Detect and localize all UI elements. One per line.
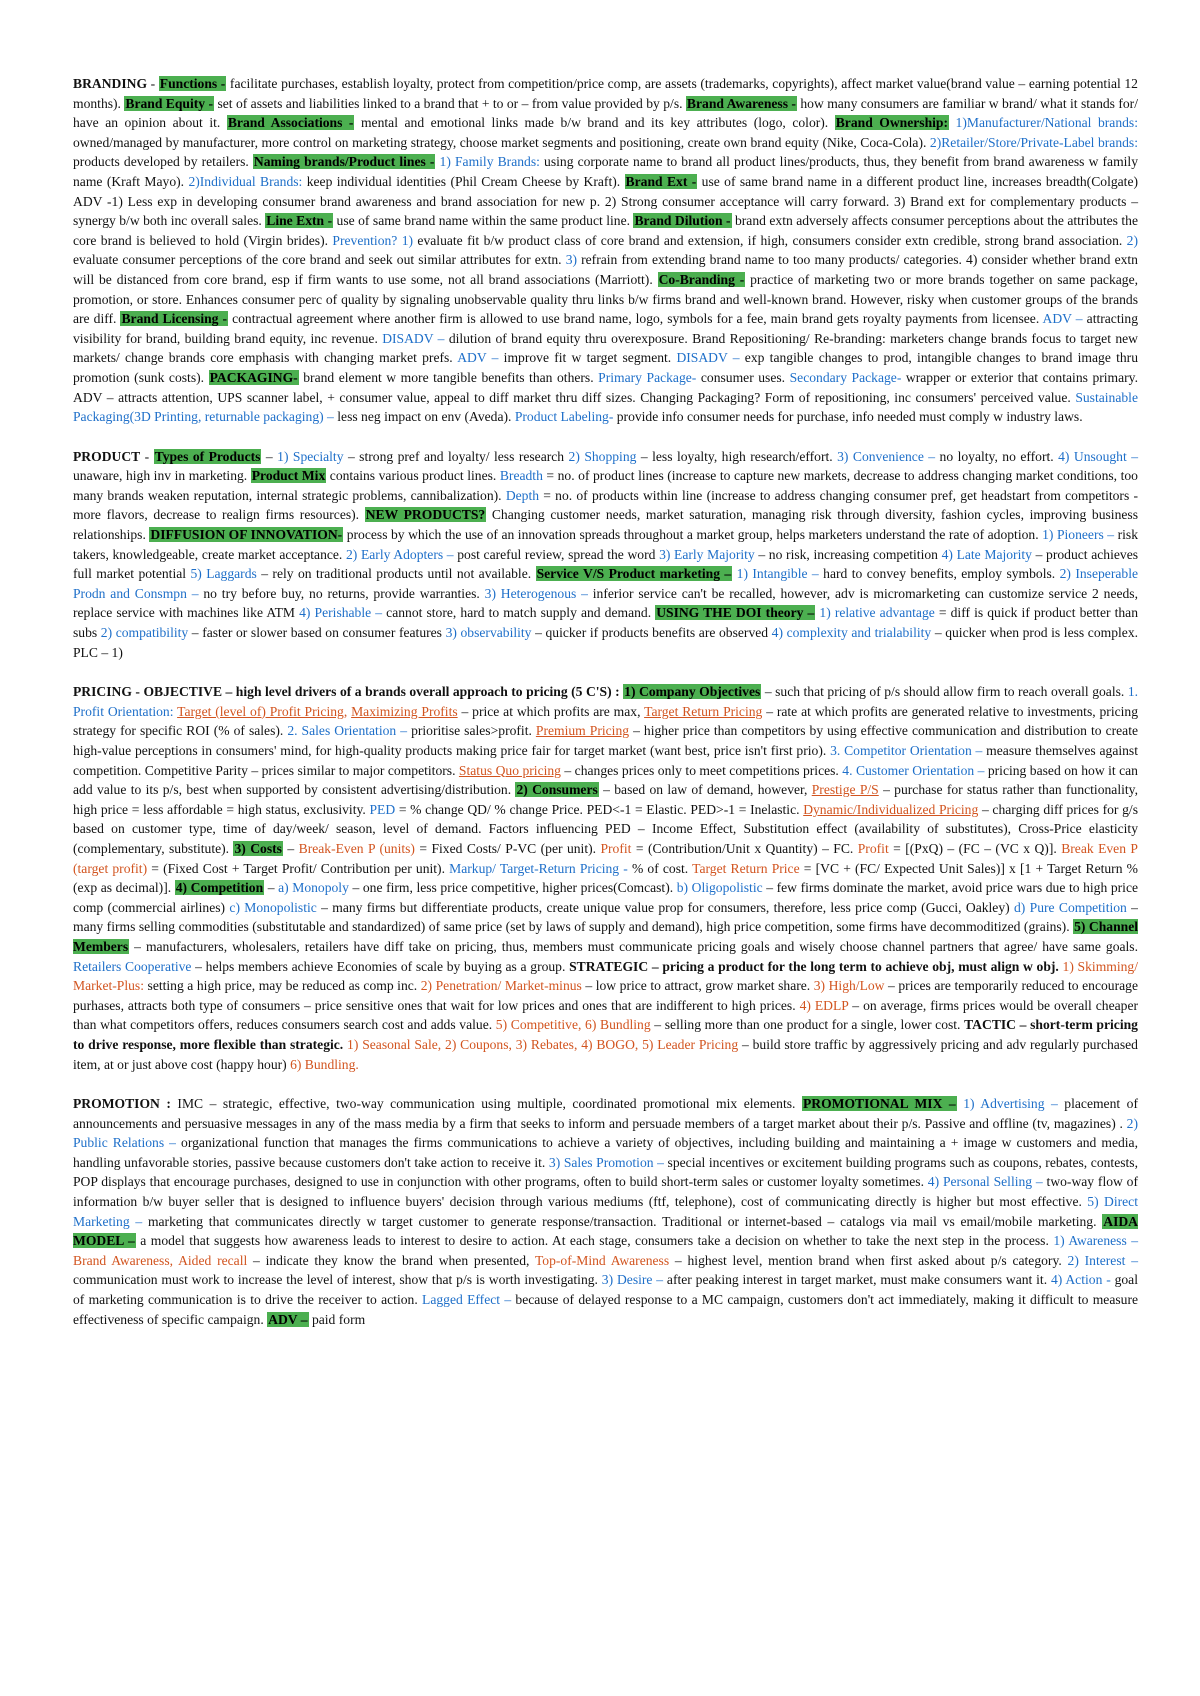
underlined-term: Maximizing Profits (351, 703, 458, 719)
text-run: attracting visibility for brand, building brand equity, inc revenue. (73, 311, 1138, 346)
text-run: – higher price than competitors by using effective communication and distribution to create high-value perceptions in consumers' mind, for high-quality products making price fair for target market (want best, price isn't first prio). (73, 723, 1139, 758)
text-run: improve fit w target segment. (498, 350, 677, 366)
blue-term: 2) compatibility (100, 625, 189, 641)
orange-term: Profit (857, 840, 889, 856)
blue-term: 2) Public Relations – (73, 1115, 1138, 1151)
text-run: measure themselves against competition. Competitive Parity – prices similar to major competitors. (73, 743, 1139, 778)
text-run: placement of announcements and persuasive messages in any of the mass media by a firm that seeks to inform and persuade members of a target market about their p/s. Passive and offline (tv, magazines) . (73, 1096, 1138, 1131)
highlighted-term: Naming brands/Product lines - (253, 154, 435, 170)
text-run: – no risk, increasing competition (754, 546, 942, 562)
orange-term: 1) Seasonal Sale, 2) Coupons, 3) Rebates, 4) BOGO, 5) Leader Pricing (347, 1036, 739, 1052)
blue-term: 3) Early Majority (659, 546, 755, 562)
blue-term: c) Monopolistic (229, 899, 317, 915)
text-run: keep individual identities (Phil Cream Cheese by Kraft). (302, 173, 625, 189)
blue-term: 2) Early Adopters – (345, 546, 454, 562)
blue-term: 5) Direct Marketing – (73, 1194, 1138, 1229)
text-run: less neg impact on env (Aveda). (333, 409, 515, 425)
blue-term: DISADV – (676, 350, 740, 366)
text-run: – (282, 840, 299, 856)
text-run: = no. of product lines (increase to capture new markets, decrease to address changing market conditions, too many brands weaken reputation, internal strategic problems, cannibalization). (73, 468, 1138, 503)
text-run: – many firms but differentiate products, create unique value prop for consumers, therefore, less price comp (Gucci, Oakley) (316, 899, 1014, 915)
text-run: – selling more than one product for a single, lower cost. (650, 1017, 965, 1033)
text-run: cannot store, hard to match supply and demand. (382, 605, 656, 621)
highlighted-term: DIFFUSION OF INNOVATION- (150, 527, 343, 543)
orange-term: 6) Bundling. (290, 1056, 359, 1072)
paragraph-body (73, 1096, 1138, 1327)
underlined-term: Dynamic/Individualized Pricing (803, 801, 979, 817)
text-run: – one firm, less price competitive, higher prices(Comcast). (348, 880, 677, 896)
text-run: contains various product lines. (326, 468, 500, 484)
orange-term: 2) Penetration/ Market-minus (420, 978, 582, 994)
text-run: facilitate purchases, establish loyalty, protect from competition/price comp, are assets (trademarks, copyrights), affect market value(brand value – earning potential 12 months). (73, 76, 1138, 111)
text-run: – faster or slower based on consumer features (188, 625, 446, 641)
blue-term: 4) Late Majority (941, 546, 1032, 562)
text-run: = (Contribution/Unit x Quantity) – FC. (631, 840, 858, 856)
highlighted-term: Product Mix (251, 468, 326, 484)
orange-term: Brand Awareness, Aided recall (73, 1252, 248, 1268)
highlighted-term: Brand Awareness - (686, 95, 796, 111)
section-heading: BRANDING (73, 76, 148, 91)
text-run: – helps members achieve Economies of scale by buying as a group. (191, 958, 570, 974)
text-run: two-way flow of information b/w buyer seller that is designed to influence buyers' decision through various mediums (ftf, telephone), cost of communicating directly is higher but most effective. (73, 1174, 1138, 1210)
paragraph-body (73, 76, 1138, 424)
text-run: prioritise sales>profit. (407, 723, 536, 739)
blue-term: Breadth (499, 468, 543, 484)
text-run: – build store traffic by aggressively pricing and adv regularly purchased item, at or just above cost (happy hour) (73, 1036, 1138, 1072)
orange-term: Break Even P (target profit) (73, 840, 1138, 876)
text-run: brand element w more tangible benefits than others. (298, 369, 599, 385)
paragraph-branding (73, 74, 1138, 427)
text-run: exp tangible changes to prod, intangible changes to brand image thru promotion (sunk costs). (73, 350, 1139, 385)
bold-text: TACTIC – short-term pricing to drive response, more flexible than strategic. (73, 1017, 1138, 1052)
bold-text: STRATEGIC – pricing a product for the long term to achieve obj, must align w obj. (569, 958, 1059, 974)
text-run: – less loyalty, high research/effort. (636, 448, 838, 464)
blue-term: 2) Inseperable Prodn and Consmpn – (73, 566, 1139, 601)
text-run: practice of marketing two or more brands together on same package, promotion, or store. Enhances consumer perc of quality by signaling unobservable quality thru links b/w firms brand and well-known brand. However, risky when customer groups of the brands are diff. (73, 271, 1139, 327)
section-heading: PROMOTION (73, 1096, 160, 1112)
text-run: – rely on traditional products until not available. (256, 566, 536, 582)
text-run: inferior service can't be recalled, however, adv is micromarketing can customize service 2 needs, replace service with machines like ATM (73, 585, 1138, 621)
text-run: – indicate they know the brand when presented, (247, 1252, 535, 1268)
text-run: a model that suggests how awareness leads to interest to desire to action. At each stage, consumers take a decision on whether to take the next step in the process. (135, 1233, 1054, 1249)
blue-term: Retailers Cooperative (73, 958, 192, 974)
text-run: use of same brand name in a different product line, increases breadth(Colgate) ADV -1) Less exp in developing consumer brand awareness and brand association for new p. 2) Strong consumer acceptance will carry forward. 3) Brand ext for complementary products – synergy b/w both inc overall sales. (73, 173, 1139, 229)
blue-term: 4) Personal Selling – (927, 1174, 1043, 1190)
text-run: marketing that communicates directly w target customer to generate response/transaction. Traditional or internet-based – catalogs via mail vs email/mobile marketing. (142, 1213, 1103, 1229)
text-run: – many firms selling commodities (substitutable and standardized) of same price (set by laws of supply and demand), high price competition, some firms have decommoditized (grains). (73, 899, 1138, 935)
blue-term: 3) observability (445, 625, 532, 641)
text-run: – highest level, mention brand when first asked about p/s category. (669, 1252, 1068, 1268)
orange-term: Profit (600, 840, 632, 856)
blue-term: a) Monopoly (278, 880, 349, 896)
blue-term: 4. Customer Orientation – (842, 762, 985, 778)
section-heading: PRICING (73, 684, 132, 700)
highlighted-term: Brand Ownership: (835, 115, 949, 131)
blue-term: 2)Individual Brands: (188, 173, 303, 189)
text-run: – rate at which profits are generated relative to investments, pricing strategy for specific ROI (% of sales). (73, 703, 1138, 739)
highlighted-term: Functions - (159, 76, 226, 91)
blue-term: Product Labeling- (514, 409, 614, 425)
text-run: setting a high price, may be reduced as comp inc. (143, 978, 421, 994)
blue-term: 2) (1126, 232, 1138, 248)
blue-term: Prevention? 1) (332, 232, 414, 248)
text-run: wrapper or exterior that contains primary. ADV – attracts attention, UPS scanner label, + consumer value, appeal to diff market thru diff sizes. Changing Packaging? Form of repositioning, inc consumers' perceived value. (73, 369, 1138, 405)
text-run: how many consumers are familiar w brand/ what it stands for/ have an opinion about it. (73, 95, 1138, 131)
text-run: – changes prices only to meet competitions prices. (560, 762, 843, 778)
blue-term: 1. Profit Orientation: (73, 684, 1139, 719)
blue-term: Markup/ Target-Return Pricing - (449, 860, 628, 876)
text-run: – charging diff prices for g/s based on customer type, time of day/week/ season, level of demand. Factors influencing PED – Income Effect, Substitution effect (availability of substitutes), Cross-Price elasticity (complementary, substitute). (73, 801, 1138, 856)
highlighted-term: 4) Competition (175, 880, 264, 896)
highlighted-term: 5) Channel Members (73, 919, 1138, 954)
highlighted-term: NEW PRODUCTS? (365, 507, 486, 523)
orange-term: , (343, 703, 352, 719)
text-run: – purchase for status rather than functionality, high price = less affordable = high status, exclusivity. (73, 782, 1138, 817)
highlighted-term: Types of Products (154, 448, 261, 464)
text-run: – such that pricing of p/s should allow firm to reach overall goals. (761, 684, 1128, 700)
highlighted-term: PACKAGING- (209, 369, 298, 385)
section-product (73, 447, 1138, 663)
blue-term: 4) Perishable – (299, 605, 383, 621)
paragraph-body (73, 449, 1138, 660)
blue-term: Sustainable Packaging(3D Printing, returnable packaging) – (73, 389, 1138, 425)
bold-text: : (159, 1096, 178, 1112)
blue-term: DISADV – (382, 330, 445, 346)
orange-term: Target Return Price (692, 860, 800, 876)
text-run: – price at which profits are max, (457, 703, 645, 719)
text-run: post careful review, spread the word (453, 546, 660, 562)
text-run: communication must work to increase the level of interest, show that p/s is worth investigating. (73, 1272, 602, 1288)
text-run: dilution of brand equity thru overexposure. Brand Repositioning/ Re-branding: marketers change brands focus to target new markets/ change brands core emphasis with changing market prefs. (73, 330, 1138, 366)
text-run: – on average, firms prices would be overall cheaper than what competitors offers, reduces consumers search cost and adds value. (73, 997, 1139, 1033)
blue-term: 1) Awareness – (1053, 1233, 1138, 1249)
blue-term: 2) Interest – (1067, 1252, 1138, 1268)
text-run: because of delayed response to a MC campaign, customers don't act immediately, making it difficult to measure effectiveness of specific campaign. (73, 1292, 1138, 1327)
bold-text: - OBJECTIVE – high level drivers of a brands overall approach to pricing (5 C'S) : (131, 684, 624, 700)
text-run: set of assets and liabilities linked to a brand that + to or – from value provided by p/s. (214, 95, 686, 111)
underlined-term: Target Return Pricing (644, 703, 763, 719)
text-run: % of cost. (627, 860, 693, 876)
text-run: after peaking interest in target market, must make consumers want it. (663, 1272, 1051, 1288)
blue-term: 3) Sales Promotion – (548, 1154, 664, 1170)
underlined-term: Prestige P/S (811, 782, 879, 798)
blue-term: 4) Action - (1050, 1272, 1111, 1288)
blue-term: 3. Competitor Orientation – (830, 743, 983, 758)
text-run: evaluate fit b/w product class of core brand and extension, if high, consumers consider extn credible, strong brand association. (413, 232, 1127, 248)
blue-term: PED (369, 801, 396, 817)
paragraph-pricing (73, 682, 1138, 1074)
blue-term: d) Pure Competition (1013, 899, 1127, 915)
text-run: special incentives or excitement building programs such as coupons, rebates, contests, POP displays that encourage purchases, designed to use in conjunction with other programs, often to build short-term sales or customer loyalty sometimes. (73, 1154, 1138, 1190)
blue-term: Secondary Package- (789, 369, 902, 385)
blue-term: 1) Specialty (277, 448, 344, 464)
blue-term: 4) complexity and trialability (771, 625, 932, 641)
text-run: = Fixed Costs/ P-VC (per unit). (414, 840, 601, 856)
text-run: – few firms dominate the market, avoid price wars due to high price comp (commercial airlines) (73, 880, 1139, 915)
highlighted-term: Brand Licensing - (121, 311, 228, 327)
text-run: use of same brand name within the same product line. (333, 213, 634, 229)
text-run: paid form (308, 1311, 366, 1327)
text-run: mental and emotional links made b/w brand and its key attributes (logo, color). (354, 115, 835, 131)
text-run: risk takers, knowledgeable, create market acceptance. (73, 527, 1138, 562)
text-run: = (Fixed Cost + Target Profit/ Contribution per unit). (147, 860, 450, 876)
text-run: = [(PxQ) – (FC – (VC x Q)]. (888, 840, 1062, 856)
underlined-term: Target (level of) Profit Pricing (177, 703, 344, 719)
text-run: pricing based on how it can add value to its p/s, best when supported by consistent advertising/distribution. (73, 762, 1138, 798)
underlined-term: Status Quo pricing (458, 762, 561, 778)
text-run: – strong pref and loyalty/ less research (343, 448, 569, 464)
blue-term: 3) Heterogenous – (484, 585, 588, 601)
text-run: = % change QD/ % change Price. PED<-1 = Elastic. PED>-1 = Inelastic. (395, 801, 804, 817)
text-run: provide info consumer needs for purchase, info needed must comply w industry laws. (613, 409, 1083, 425)
section-promotion (73, 1094, 1138, 1329)
orange-term: 5) Competitive, 6) Bundling (495, 1017, 651, 1033)
text-run: – prices are temporarily reduced to encourage purhases, attracts both type of consumers – price sensitive ones that wait for low prices and ones that are indifferent to high prices. (73, 978, 1138, 1013)
blue-term: ADV – (1042, 311, 1083, 327)
orange-term: Top-of-Mind Awareness (534, 1252, 670, 1268)
text-run: goal of marketing communication is to drive the receiver to action. (73, 1272, 1138, 1308)
blue-term: 1) Intangible – (732, 566, 819, 582)
highlighted-term: Brand Associations - (227, 115, 354, 131)
text-run: unaware, high inv in marketing. (73, 468, 251, 484)
orange-term: 3) High/Low (813, 978, 885, 994)
blue-term: 3) (565, 252, 578, 268)
highlighted-term: Service V/S Product marketing – (536, 566, 732, 582)
text-run: – product achieves full market potential (73, 546, 1139, 582)
blue-term: 1) Advertising – (956, 1096, 1058, 1112)
text-run: = [VC + (FC/ Expected Unit Sales)] x [1 + Target Return % (exp as decimal)]. (73, 860, 1138, 896)
text-run: products developed by retailers. (73, 154, 253, 170)
paragraph-body (73, 684, 1138, 1071)
text-run: process by which the use of an innovation spreads throughout a market group, helps marketers understand the rate of adoption. (343, 527, 1043, 543)
text-run: – (264, 880, 279, 896)
highlighted-term: PROMOTIONAL MIX – (802, 1096, 956, 1112)
text-run: – (261, 448, 278, 464)
text-run: IMC – strategic, effective, two-way communication using multiple, coordinated promotional mix elements. (177, 1096, 802, 1112)
highlighted-term: Co-Branding - (658, 271, 745, 287)
text-run: owned/managed by manufacturer, more control on marketing strategy, choose market segments and positioning, create own brand equity (Nike, Coca-Cola). (73, 134, 930, 150)
blue-term: 2. Sales Orientation – (287, 723, 408, 739)
blue-term: Lagged Effect – (422, 1292, 512, 1308)
blue-term: b) Oligopolistic (676, 880, 763, 896)
text-run: contractual agreement where another firm is allowed to use brand name, logo, symbols for a fee, main brand gets royalty payments from licensee. (228, 311, 1043, 327)
section-heading: PRODUCT (73, 448, 141, 464)
highlighted-term: 1) Company Objectives (624, 684, 761, 700)
text-run: – low price to attract, grow market share. (581, 978, 814, 994)
highlighted-term: Brand Dilution - (634, 213, 731, 229)
paragraph-promotion (73, 1094, 1138, 1329)
text-run: = diff is quick if product better than subs (73, 605, 1139, 641)
blue-term: 3) Convenience – (837, 448, 936, 464)
highlighted-term: Line Extn - (266, 213, 333, 229)
blue-term: 2)Retailer/Store/Private-Label brands: (929, 134, 1138, 150)
highlighted-term: AIDA MODEL – (73, 1213, 1138, 1249)
text-run: brand extn adversely affects consumer perceptions about the attributes the core brand is believed to hold (Virgin brides). (73, 213, 1138, 248)
blue-term: 1) relative advantage (815, 605, 935, 621)
text-run: – manufacturers, wholesalers, retailers have diff take on pricing, thus, members must communicate pricing goals and wisely choose channel partners that agree/ have same goals. (129, 938, 1138, 954)
text-run: using corporate name to brand all product lines/products, thus, they benefit from brand awareness w family name (Kraft Mayo). (73, 154, 1138, 189)
text-run: – quicker if products benefits are observed (531, 625, 772, 641)
highlighted-term: 3) Costs (234, 840, 282, 856)
text-run: no loyalty, no effort. (935, 448, 1059, 464)
orange-term: 4) EDLP (799, 997, 849, 1013)
highlighted-term: 2) Consumers (516, 782, 598, 798)
text-run: evaluate consumer perceptions of the core brand and seek out similar attributes for extn. (73, 252, 566, 268)
blue-term: 3) Desire – (601, 1272, 664, 1288)
highlighted-term: ADV – (268, 1311, 308, 1327)
text-run: no try before buy, no returns, provide warranties. (198, 585, 485, 601)
blue-term: 1) Family Brands: (435, 154, 540, 170)
text-run: organizational function that manages the firms communications to achieve a variety of objectives, including building and maintaining a + image w customers and media, handling unfavorable stories, passive because customers don't take action to receive it. (73, 1135, 1138, 1170)
text-run: consumer uses. (696, 369, 790, 385)
section-pricing (73, 682, 1138, 1074)
blue-term: 1)Manufacturer/National brands: (949, 115, 1138, 131)
text-run: refrain from extending brand name to too many products/ categories. 4) consider whether brand extn will be distanced from core brand, esp if firm wants to use some, not all brand associations (Marriott). (73, 252, 1138, 287)
blue-term: 4) Unsought – (1058, 448, 1139, 464)
text-run: – quicker when prod is less complex. PLC – 1) (73, 625, 1139, 660)
text-run: = no. of products within line (increase to address changing consumer pref, get headstart from competitors - more flavors, decrease to realign firms resources). (73, 487, 1138, 523)
text-run: - (147, 76, 159, 91)
orange-term: Break-Even P (units) (298, 840, 415, 856)
underlined-term: Premium Pricing (535, 723, 630, 739)
section-branding (73, 74, 1138, 427)
text-run: - (140, 448, 154, 464)
blue-term: Depth (505, 487, 540, 503)
blue-term: 5) Laggards (190, 566, 257, 582)
text-run: hard to convey benefits, employ symbols. (818, 566, 1060, 582)
blue-term: Primary Package- (598, 369, 697, 385)
text-run: Changing customer needs, market saturation, managing risk through diversity, fashion cycles, improving business relationships. (73, 507, 1138, 543)
blue-term: 1) Pioneers – (1042, 527, 1115, 543)
orange-term: 1) Skimming/ Market-Plus: (73, 958, 1138, 994)
highlighted-term: Brand Equity - (125, 95, 214, 111)
text-run: – based on law of demand, however, (598, 782, 812, 798)
highlighted-term: USING THE DOI theory – (656, 605, 815, 621)
blue-term: ADV – (457, 350, 499, 366)
highlighted-term: Brand Ext - (625, 173, 697, 189)
blue-term: 2) Shopping (568, 448, 637, 464)
paragraph-product (73, 447, 1138, 663)
